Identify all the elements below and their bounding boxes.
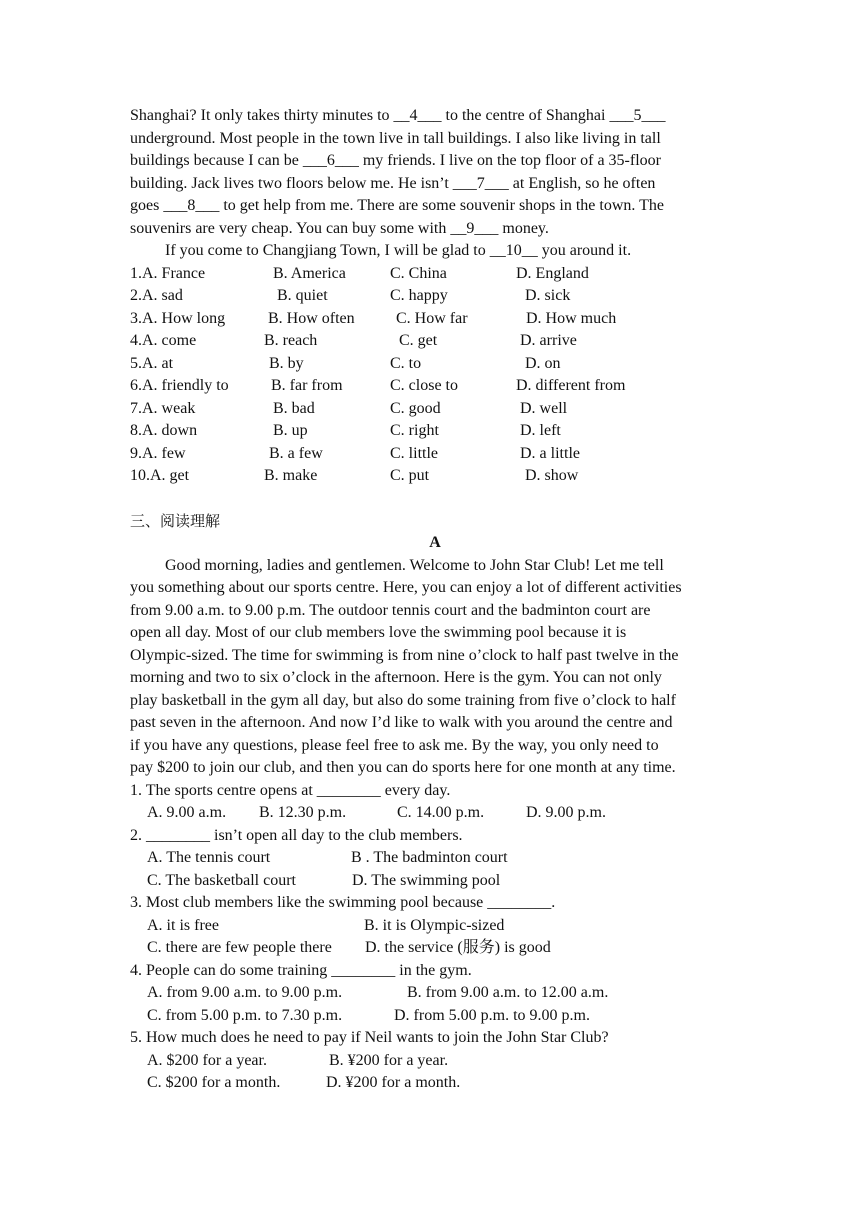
option-a: 3.A. How long xyxy=(130,309,226,327)
option-d: D. The swimming pool xyxy=(352,871,501,889)
passage-line: open all day. Most of our club members love the swimming pool because it is xyxy=(130,624,627,641)
option-c: C. put xyxy=(390,467,430,484)
passage-line: souvenirs are very cheap. You can buy some with __9___ money. xyxy=(130,219,549,237)
option-b: B. America xyxy=(273,264,346,282)
question-stem: 1. The sports centre opens at ________ every day. xyxy=(130,781,451,799)
option-b: B. up xyxy=(273,422,308,439)
answer-row xyxy=(130,937,740,960)
option-a: 4.A. come xyxy=(130,332,197,349)
option-d: D. ¥200 for a month. xyxy=(326,1074,461,1091)
option-row xyxy=(130,330,740,353)
answer-row xyxy=(130,915,740,938)
reading-questions xyxy=(130,780,740,1095)
option-d: D. 9.00 p.m. xyxy=(526,804,606,821)
passage-line: buildings because I can be ___6___ my friends. I live on the top floor of a 35-floor xyxy=(130,152,661,169)
passage-line: Olympic-sized. The time for swimming is from nine o’clock to half past twelve in the xyxy=(130,646,679,664)
option-row xyxy=(130,353,740,376)
option-b: B. ¥200 for a year. xyxy=(329,1051,449,1069)
question-stem: 3. Most club members like the swimming pool because ________. xyxy=(130,894,556,911)
cloze-passage xyxy=(130,105,740,263)
passage-line: underground. Most people in the town live in tall buildings. I also like living in tall xyxy=(130,129,661,147)
option-d: D. How much xyxy=(526,309,617,327)
answer-row xyxy=(130,870,740,893)
option-d: D. arrive xyxy=(520,332,577,349)
option-d: D. England xyxy=(516,264,589,282)
option-b: B. far from xyxy=(271,377,343,394)
option-b: B. make xyxy=(264,467,318,484)
option-b: B. 12.30 p.m. xyxy=(259,804,347,821)
option-row xyxy=(130,263,740,286)
option-b: B. bad xyxy=(273,399,315,417)
option-d: D. the service (服务) is good xyxy=(365,939,551,956)
passage-line: goes ___8___ to get help from me. There are some souvenir shops in the town. The xyxy=(130,197,664,214)
option-c: C. there are few people there xyxy=(147,939,332,956)
passage-line: pay $200 to join our club, and then you can do sports here for one month at any time. xyxy=(130,759,676,776)
question-stem: 5. How much does he need to pay if Neil wants to join the John Star Club? xyxy=(130,1029,609,1046)
option-d: D. show xyxy=(525,467,579,484)
option-c: C. good xyxy=(390,399,441,417)
option-a: 2.A. sad xyxy=(130,287,183,304)
option-b: B. reach xyxy=(264,332,318,349)
answer-row xyxy=(130,1050,740,1073)
cloze-options xyxy=(130,263,740,488)
option-d: D. left xyxy=(520,422,561,439)
document-page xyxy=(130,105,740,1095)
passage-closing-line: If you come to Changjiang Town, I will be glad to __10__ you around it. xyxy=(165,242,632,259)
option-a: A. from 9.00 a.m. to 9.00 p.m. xyxy=(147,984,343,1001)
option-a: 9.A. few xyxy=(130,444,186,462)
option-d: D. sick xyxy=(525,287,571,304)
answer-row xyxy=(130,847,740,870)
option-b: B. from 9.00 a.m. to 12.00 a.m. xyxy=(407,984,609,1001)
section-title: 三、阅读理解 xyxy=(130,511,221,530)
option-a: A. 9.00 a.m. xyxy=(147,804,227,821)
passage-line: play basketball in the gym all day, but also do some training from five o’clock to half xyxy=(130,691,676,709)
option-a: 1.A. France xyxy=(130,264,206,282)
passage-line: you something about our sports centre. Here, you can enjoy a lot of different activities xyxy=(130,579,682,596)
option-c: C. close to xyxy=(390,377,458,394)
option-b: B . The badminton court xyxy=(351,849,508,866)
option-a: 6.A. friendly to xyxy=(130,377,229,394)
option-a: 5.A. at xyxy=(130,354,174,372)
option-b: B. by xyxy=(269,354,304,372)
option-d: D. from 5.00 p.m. to 9.00 p.m. xyxy=(394,1006,590,1024)
passage-label: A xyxy=(429,534,441,551)
option-a: 8.A. down xyxy=(130,422,198,439)
passage-line: from 9.00 a.m. to 9.00 p.m. The outdoor tennis court and the badminton court are xyxy=(130,601,651,619)
option-c: C. 14.00 p.m. xyxy=(397,804,485,821)
option-d: D. well xyxy=(520,399,568,417)
question-stem: 2. ________ isn’t open all day to the club members. xyxy=(130,826,463,844)
option-d: D. a little xyxy=(520,444,580,462)
option-row xyxy=(130,375,740,398)
option-d: D. different from xyxy=(516,377,626,394)
answer-row xyxy=(130,982,740,1005)
option-c: C. The basketball court xyxy=(147,871,296,889)
option-c: C. $200 for a month. xyxy=(147,1074,281,1091)
option-c: C. right xyxy=(390,422,439,439)
option-row xyxy=(130,308,740,331)
option-b: B. a few xyxy=(269,444,323,462)
option-c: C. How far xyxy=(396,309,468,327)
option-b: B. quiet xyxy=(277,287,328,304)
answer-row xyxy=(130,1005,740,1028)
option-c: C. China xyxy=(390,264,447,282)
option-b: B. How often xyxy=(268,309,355,327)
passage-line: past seven in the afternoon. And now I’d like to walk with you around the centre and xyxy=(130,714,673,731)
option-row xyxy=(130,443,740,466)
option-row xyxy=(130,285,740,308)
option-a: A. $200 for a year. xyxy=(147,1051,267,1069)
option-c: C. from 5.00 p.m. to 7.30 p.m. xyxy=(147,1006,343,1024)
option-row xyxy=(130,465,740,488)
option-c: C. to xyxy=(390,354,422,372)
option-c: C. get xyxy=(399,332,438,349)
option-b: B. it is Olympic-sized xyxy=(364,916,505,934)
answer-row xyxy=(130,802,740,825)
option-a: 7.A. weak xyxy=(130,399,196,417)
option-a: 10.A. get xyxy=(130,467,190,484)
question-stem: 4. People can do some training ________ in the gym. xyxy=(130,961,472,979)
option-a: A. it is free xyxy=(147,916,219,934)
passage-line: morning and two to six o’clock in the afternoon. Here is the gym. You can not only xyxy=(130,669,662,686)
option-c: C. little xyxy=(390,444,438,462)
option-c: C. happy xyxy=(390,287,448,304)
option-d: D. on xyxy=(525,354,561,372)
passage-line: Good morning, ladies and gentlemen. Welcome to John Star Club! Let me tell xyxy=(165,556,664,574)
reading-passage xyxy=(130,555,740,780)
passage-line: Shanghai? It only takes thirty minutes to __4___ to the centre of Shanghai ___5___ xyxy=(130,107,666,124)
passage-line: building. Jack lives two floors below me. He isn’t ___7___ at English, so he often xyxy=(130,174,656,192)
passage-line: if you have any questions, please feel free to ask me. By the way, you only need to xyxy=(130,736,659,754)
option-row xyxy=(130,398,740,421)
option-a: A. The tennis court xyxy=(147,849,271,866)
answer-row xyxy=(130,1072,740,1095)
option-row xyxy=(130,420,740,443)
